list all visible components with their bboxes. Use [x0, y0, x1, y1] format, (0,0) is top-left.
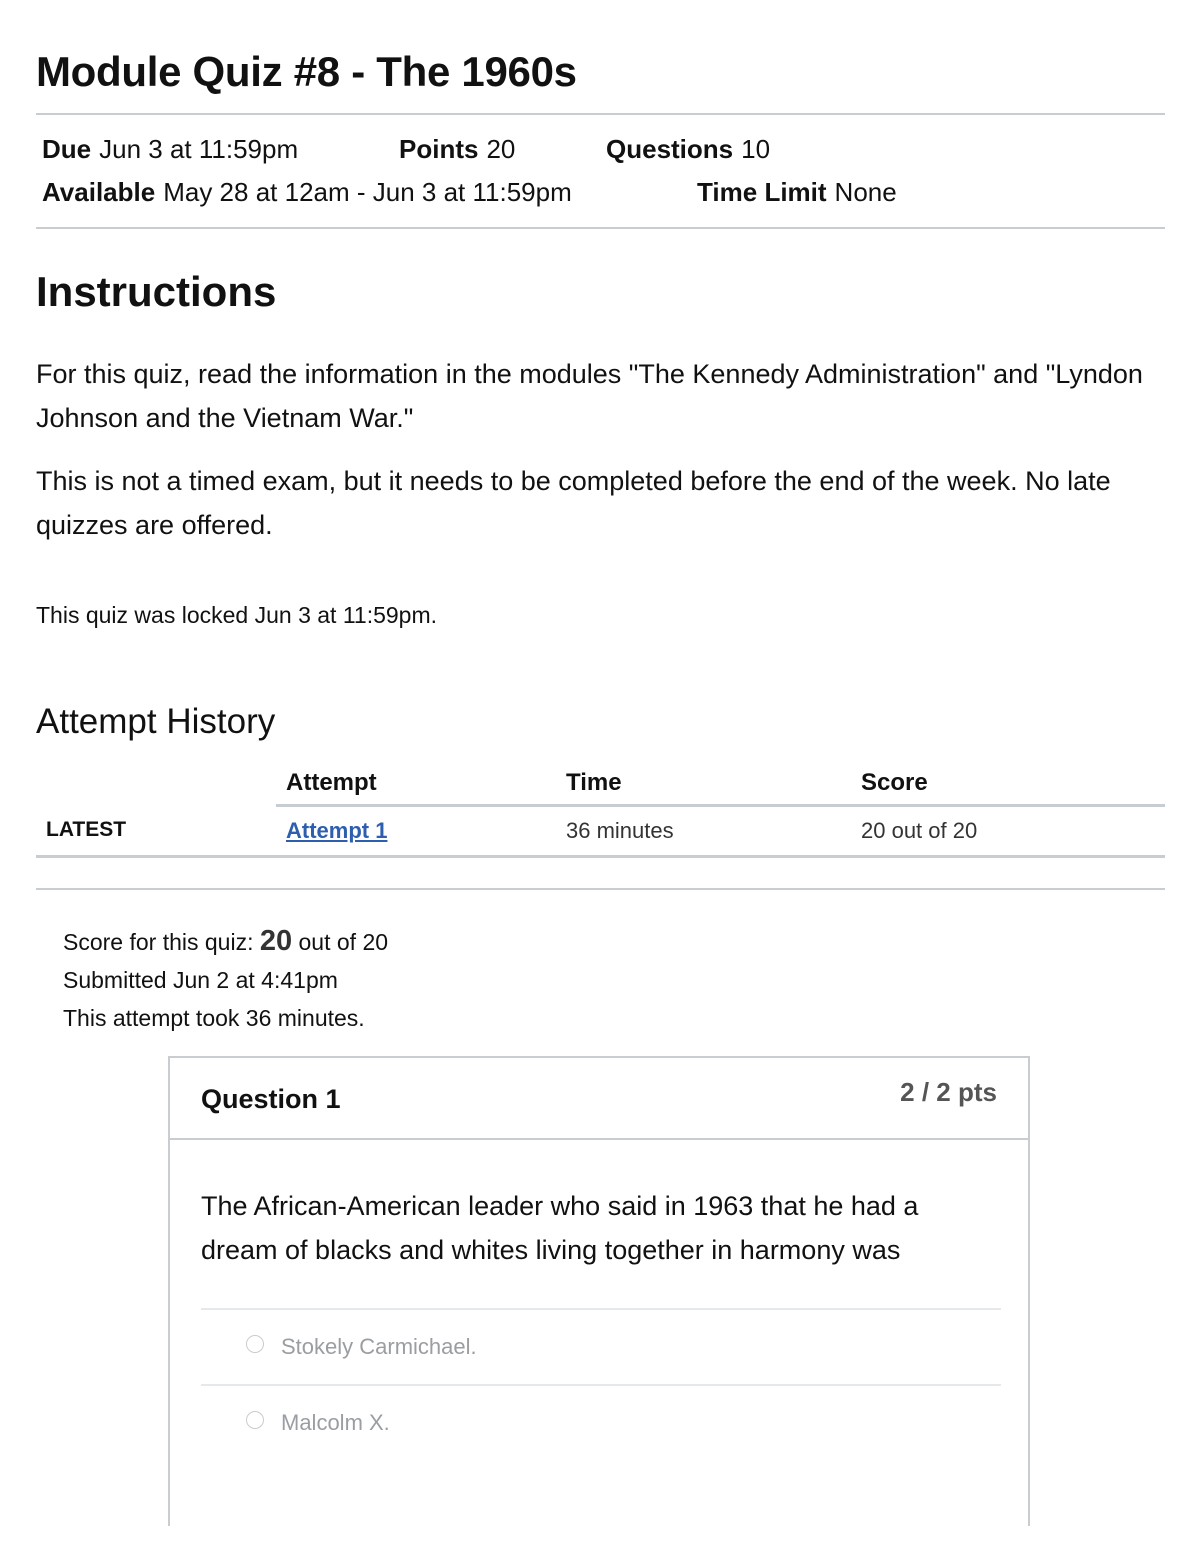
answer-label: Stokely Carmichael. — [281, 1334, 477, 1359]
question-card — [168, 1056, 1030, 1526]
divider — [36, 113, 1165, 115]
answer-list — [201, 1308, 1001, 1460]
question-points: 2 / 2 pts — [900, 1077, 997, 1107]
duration-line: This attempt took 36 minutes. — [63, 1005, 365, 1031]
points-label: Points — [399, 134, 479, 164]
attempt-history-table — [36, 762, 1165, 858]
attempt-history-heading: Attempt History — [36, 702, 276, 741]
column-header-attempt: Attempt — [276, 762, 556, 806]
score-value: 20 — [259, 925, 293, 957]
page-title: Module Quiz #8 - The 1960s — [36, 48, 577, 95]
column-header-tag — [36, 762, 276, 806]
question-text: The African-American leader who said in 1963 that he had a dream of blacks and whites living together in harmony was — [201, 1191, 919, 1265]
score-line — [63, 922, 388, 961]
submitted-line: Submitted Jun 2 at 4:41pm — [63, 967, 338, 993]
time-limit-meta — [697, 176, 897, 208]
score-cell: 20 out of 20 — [851, 806, 1165, 857]
questions-label: Questions — [606, 134, 734, 164]
question-header — [170, 1058, 1028, 1140]
column-header-score: Score — [851, 762, 1165, 806]
time-cell: 36 minutes — [556, 806, 851, 857]
points-value: 20 — [486, 134, 516, 164]
available-value: May 28 at 12am - Jun 3 at 11:59pm — [163, 177, 572, 207]
score-prefix: Score for this quiz: — [63, 929, 260, 955]
radio-button[interactable] — [246, 1335, 264, 1353]
due-label: Due — [42, 134, 92, 164]
divider — [36, 227, 1165, 229]
time-limit-value: None — [834, 177, 897, 207]
attempt-summary — [63, 922, 388, 1037]
available-label: Available — [42, 177, 156, 207]
table-row — [36, 806, 1165, 857]
radio-button[interactable] — [246, 1411, 264, 1429]
question-title: Question 1 — [201, 1084, 341, 1114]
answer-label: Malcolm X. — [281, 1410, 390, 1435]
instructions-paragraph-1: For this quiz, read the information in the modules "The Kennedy Administration" and "Lyndon Johnson and the Vietnam War." — [36, 359, 1143, 433]
points-meta — [399, 133, 515, 165]
answer-option[interactable] — [201, 1384, 1001, 1460]
instructions-paragraph-2: This is not a timed exam, but it needs to be completed before the end of the week. No late quizzes are offered. — [36, 466, 1111, 540]
divider — [36, 888, 1165, 890]
table-header-row — [36, 762, 1165, 806]
locked-notice: This quiz was locked Jun 3 at 11:59pm. — [36, 602, 438, 628]
available-meta — [42, 176, 572, 208]
due-value: Jun 3 at 11:59pm — [99, 134, 299, 164]
due-meta — [42, 133, 298, 165]
attempt-cell — [276, 806, 556, 857]
attempt-1-link[interactable]: Attempt 1 — [286, 818, 388, 843]
questions-value: 10 — [741, 134, 771, 164]
instructions-heading: Instructions — [36, 268, 277, 315]
questions-meta — [606, 133, 770, 165]
latest-tag: LATEST — [36, 806, 276, 857]
time-limit-label: Time Limit — [697, 177, 827, 207]
column-header-time: Time — [556, 762, 851, 806]
answer-option[interactable] — [201, 1308, 1001, 1384]
score-suffix: out of 20 — [292, 929, 389, 955]
